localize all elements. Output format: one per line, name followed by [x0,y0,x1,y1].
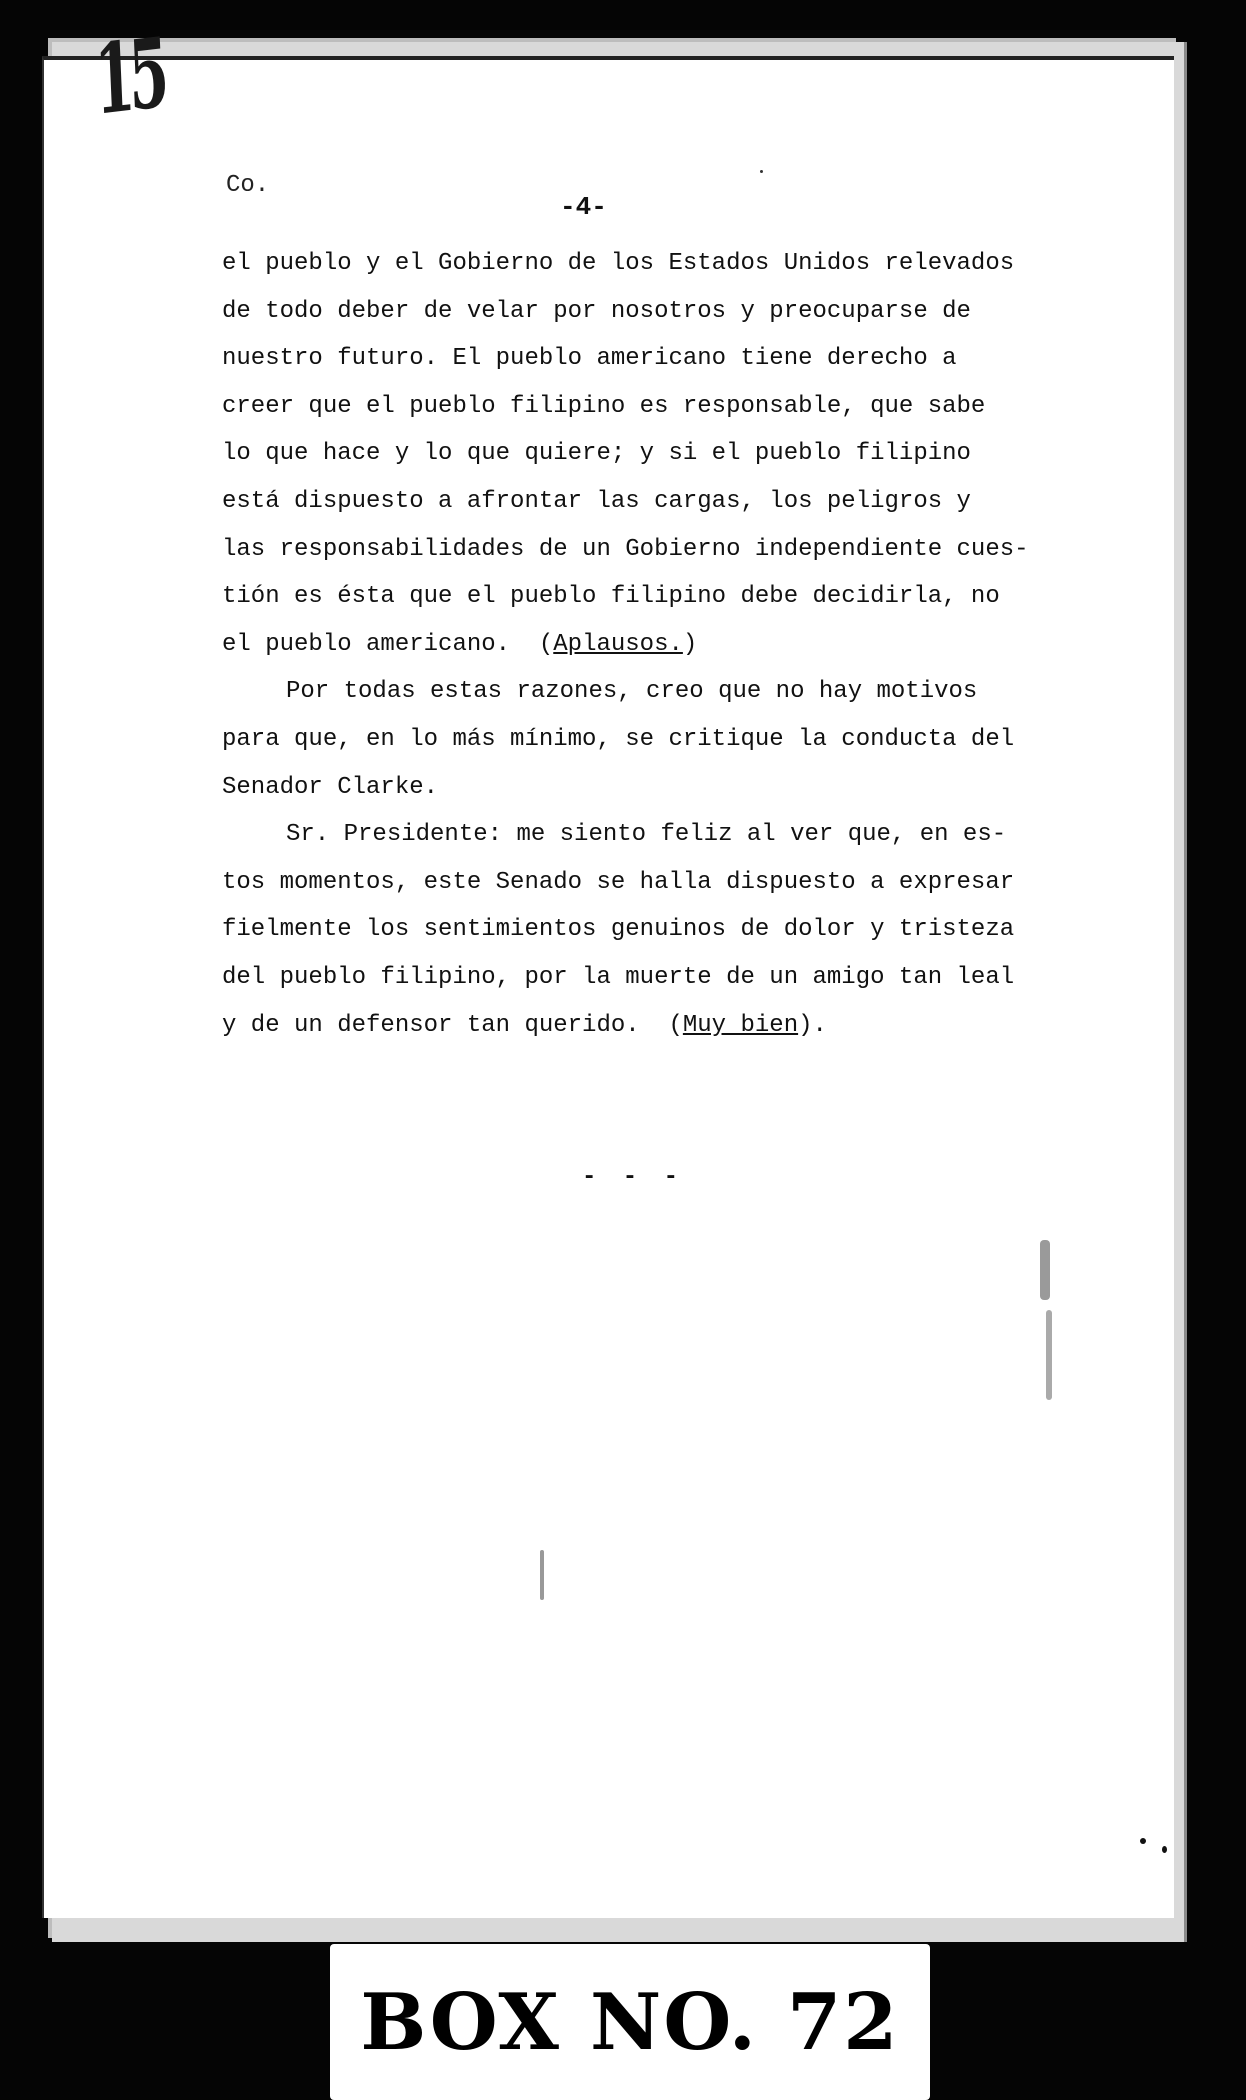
text-line: el pueblo y el Gobierno de los Estados Unidos relevados [222,250,1015,277]
closing-mark: - - - [582,1164,685,1191]
text-segment: y de un defensor tan querido. ( [222,1011,683,1039]
text-line: está dispuesto a afrontar las cargas, los peligros y [222,487,971,515]
text-line: creer que el pueblo filipino es responsable, que sabe [222,392,986,420]
scan-speck [1040,1240,1050,1300]
text-line: las responsabilidades de un Gobierno independiente cues- [222,535,1029,563]
scan-speck [760,170,763,173]
text-segment: ) [682,630,698,658]
text-segment: ). [798,1011,827,1039]
header-initials: Co. [226,172,270,199]
scan-speck [1046,1310,1052,1400]
archive-box-label-text: BOX NO. 72 [360,1976,900,2068]
text-segment: el pueblo americano. ( [222,630,554,658]
page-number: -4- [560,192,607,222]
scan-speck [1140,1838,1146,1844]
text-line-with-annotation [222,1002,1082,1050]
text-line: Senador Clarke. [222,773,439,801]
text-line: nuestro futuro. El pueblo americano tiene derecho a [222,345,957,373]
text-line: tos momentos, este Senado se halla dispuesto a expresar [222,868,1015,896]
text-line: fielmente los sentimientos genuinos de dolor y tristeza [222,916,1015,944]
body-text [222,240,1082,1049]
handwritten-mark: 15 [92,16,166,137]
archive-box-label [330,1944,930,2100]
text-line: Por todas estas razones, creo que no hay motivos [286,678,978,706]
text-line: tión es ésta que el pueblo filipino debe decidirla, no [222,583,1000,611]
scan-speck [540,1550,544,1600]
text-line: del pueblo filipino, por la muerte de un amigo tan leal [222,963,1015,991]
text-line-with-annotation [222,621,1082,669]
text-line: lo que hace y lo que quiere; y si el pueblo filipino [222,440,971,468]
approval-annotation: Muy bien [682,1011,799,1039]
text-line: para que, en lo más mínimo, se critique la conducta del [222,725,1015,753]
scan-speck [1162,1846,1167,1853]
text-line: de todo deber de velar por nosotros y preocuparse de [222,297,971,325]
text-line: Sr. Presidente: me siento feliz al ver que, en es- [286,821,1007,849]
applause-annotation: Aplausos. [553,630,683,658]
